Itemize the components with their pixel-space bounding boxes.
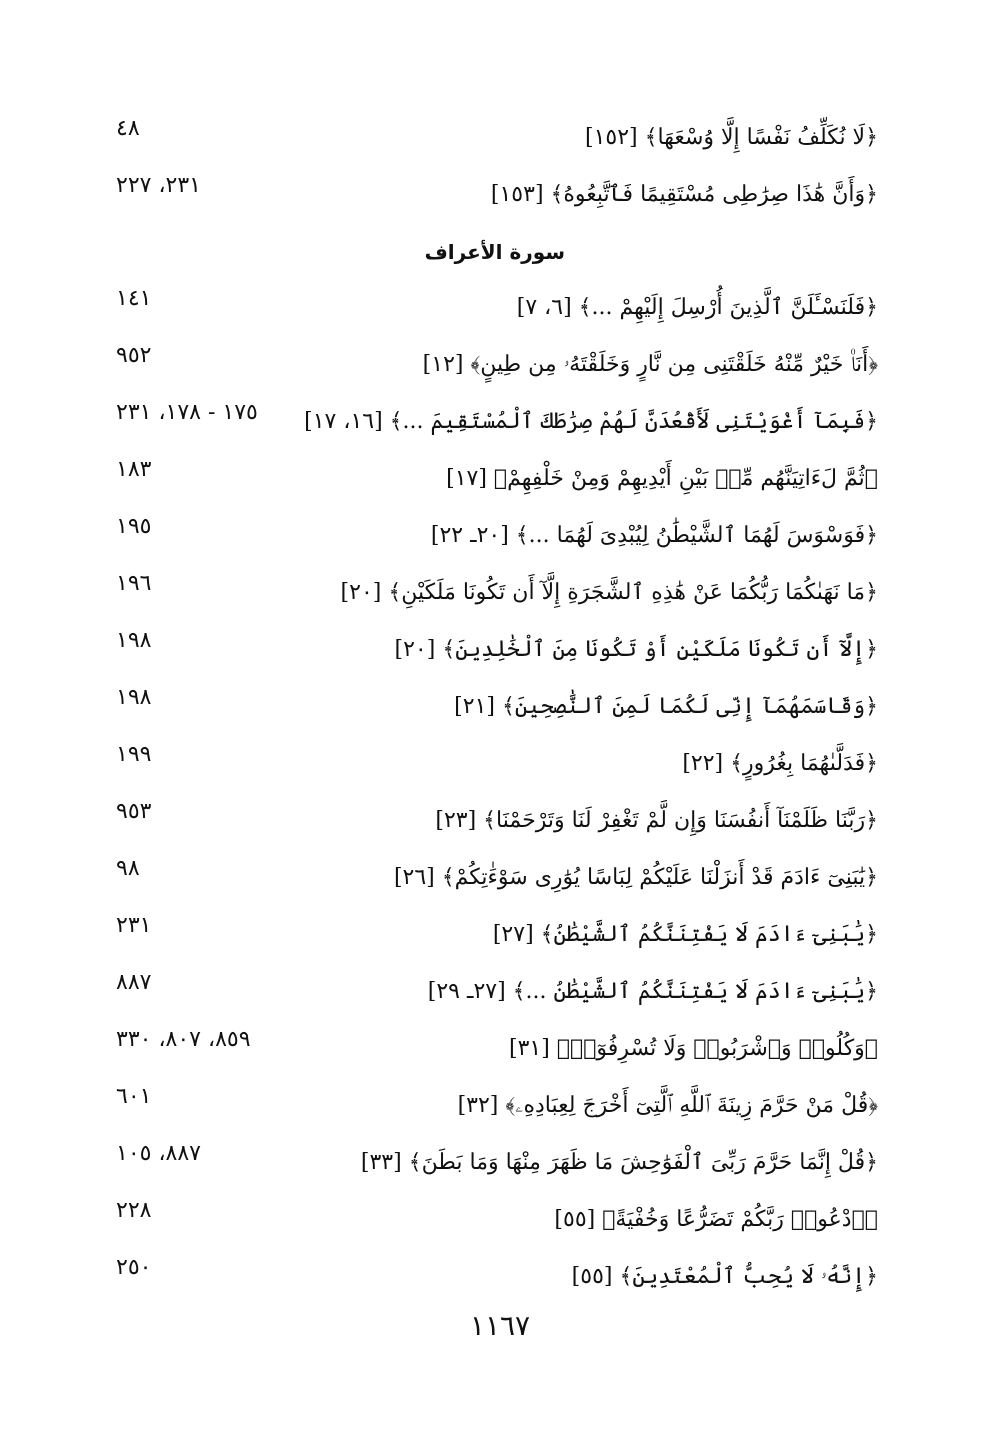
index-row [0,567,1000,623]
index-row [0,1080,1000,1136]
index-row [0,1251,1000,1307]
verse-text: ﴿فَلَنَسْـَٔلَنَّ ٱلَّذِينَ أُرْسِلَ إِلَيْهِمْ ...﴾ [٦، ٧] [516,295,878,320]
verse-text: ﴿أَنَا۠ خَيْرٌ مِّنْهُ خَلَقْتَنِى مِن نَّارٍ وَخَلَقْتَهُۥ مِن طِينٍ﴾ [١٢] [422,352,878,377]
verse-text: ﴿ٱدْعُوا۟ رَبَّكُمْ تَضَرُّعًا وَخُفْيَةً﴾ [٥٥] [554,1207,878,1232]
page-references: ٨٨٧، ١٠٥ [116,1141,201,1166]
index-row [0,795,1000,851]
verse-text: ﴿إِلَّآ أَن تَكُونَا مَلَكَيْنِ أَوْ تَكُونَا مِنَ ٱلْخَٰلِدِينَ﴾ [٢٠] [394,637,878,662]
index-row [0,339,1000,395]
page-references: ٢٥٠ [116,1255,152,1280]
index-row [0,1023,1000,1079]
page-references: ١٧٥ - ١٧٨، ٢٣١ [116,400,258,425]
index-row [0,510,1000,566]
page-number: ١١٦٧ [469,1309,531,1342]
page-references: ١٩٩ [116,742,152,767]
verse-text: ﴿مَا نَهَىٰكُمَا رَبُّكُمَا عَنْ هَٰذِهِ ٱلشَّجَرَةِ إِلَّآ أَن تَكُونَا مَلَكَيْنِ﴾ [٢٠] [340,580,878,605]
verse-text: ﴿لَا نُكَلِّفُ نَفْسًا إِلَّا وُسْعَهَا﴾ [١٥٢] [584,125,878,150]
page-references: ٩٥٢ [116,343,152,368]
verse-text: ﴿وَأَنَّ هَٰذَا صِرَٰطِى مُسْتَقِيمًا فَٱتَّبِعُوهُ﴾ [١٥٣] [490,182,878,207]
index-row [0,909,1000,965]
page-references: ٢٢٨ [116,1198,152,1223]
page-references: ٩٥٣ [116,799,152,824]
verse-text: ﴿ثُمَّ لَءَاتِيَنَّهُم مِّنۢ بَيْنِ أَيْدِيهِمْ وَمِنْ خَلْفِهِمْ﴾ [١٧] [446,466,878,491]
index-row [0,852,1000,908]
page-references: ٨٥٩، ٨٠٧، ٣٣٠ [116,1027,251,1052]
verse-text: ﴿وَقَاسَمَهُمَآ إِنِّى لَكُمَا لَمِنَ ٱلنَّٰصِحِينَ﴾ [٢١] [454,694,878,719]
index-row [0,1137,1000,1193]
verse-text: ﴿يَٰبَنِىٓ ءَادَمَ لَا يَفْتِنَنَّكُمُ ٱلشَّيْطَٰنُ ...﴾ [٢٧ـ ٢٩] [427,979,878,1004]
index-row [0,396,1000,452]
page-references: ١٩٦ [116,571,152,596]
page-references: ١٨٣ [116,457,152,482]
verse-text: ﴿وَكُلُوا۟ وَٱشْرَبُوا۟ وَلَا تُسْرِفُوٓا۟﴾ [٣١] [509,1036,878,1061]
index-row [0,112,1000,168]
index-row [0,1194,1000,1250]
verse-text: ﴿فَبِمَآ أَغْوَيْتَنِى لَأَقْعُدَنَّ لَهُمْ صِرَٰطَكَ ٱلْمُسْتَقِيمَ ...﴾ [١٦، ١٧] [304,409,878,434]
index-row [0,624,1000,680]
page-references: ٢٣١ [116,913,152,938]
surah-heading: سورة الأعراف [424,240,565,264]
verse-text: ﴿رَبَّنَا ظَلَمْنَآ أَنفُسَنَا وَإِن لَّمْ تَغْفِرْ لَنَا وَتَرْحَمْنَا﴾ [٢٣] [435,808,878,833]
index-row [0,282,1000,338]
index-row [0,738,1000,794]
page-references: ١٩٨ [116,685,152,710]
page-references: ٨٨٧ [116,970,152,995]
page-references: ٦٠١ [116,1084,152,1109]
index-row [0,453,1000,509]
verse-text: ﴿فَوَسْوَسَ لَهُمَا ٱلشَّيْطَٰنُ لِيُبْدِىَ لَهُمَا ...﴾ [٢٠ـ ٢٢] [430,523,878,548]
verse-text: ﴿إِنَّهُۥ لَا يُحِبُّ ٱلْمُعْتَدِينَ﴾ [٥٥] [571,1264,878,1289]
verse-text: ﴿قُلْ إِنَّمَا حَرَّمَ رَبِّىَ ٱلْفَوَٰحِشَ مَا ظَهَرَ مِنْهَا وَمَا بَطَنَ﴾ [٣٣] [360,1150,878,1175]
index-row [0,966,1000,1022]
verse-text: ﴿فَدَلَّىٰهُمَا بِغُرُورٍ﴾ [٢٢] [682,751,878,776]
page-references: ١٩٨ [116,628,152,653]
verse-index [0,112,1000,1302]
page-references: ١٩٥ [116,514,152,539]
page-references: ٩٨ [116,856,140,881]
verse-text: ﴿قُلْ مَنْ حَرَّمَ زِينَةَ ٱللَّهِ ٱلَّتِىٓ أَخْرَجَ لِعِبَادِهِۦ﴾ [٣٢] [457,1093,878,1118]
index-row [0,681,1000,737]
page-references: ٢٣١، ٢٢٧ [116,173,201,198]
verse-text: ﴿يَٰبَنِىٓ ءَادَمَ قَدْ أَنزَلْنَا عَلَيْكُمْ لِبَاسًا يُوَٰرِى سَوْءَٰتِكُمْ﴾ [٢٦] [393,865,878,890]
index-row [0,169,1000,225]
page-references: ٤٨ [116,116,140,141]
page-references: ١٤١ [116,286,152,311]
verse-text: ﴿يَٰبَنِىٓ ءَادَمَ لَا يَفْتِنَنَّكُمُ ٱلشَّيْطَٰنُ﴾ [٢٧] [492,922,878,947]
